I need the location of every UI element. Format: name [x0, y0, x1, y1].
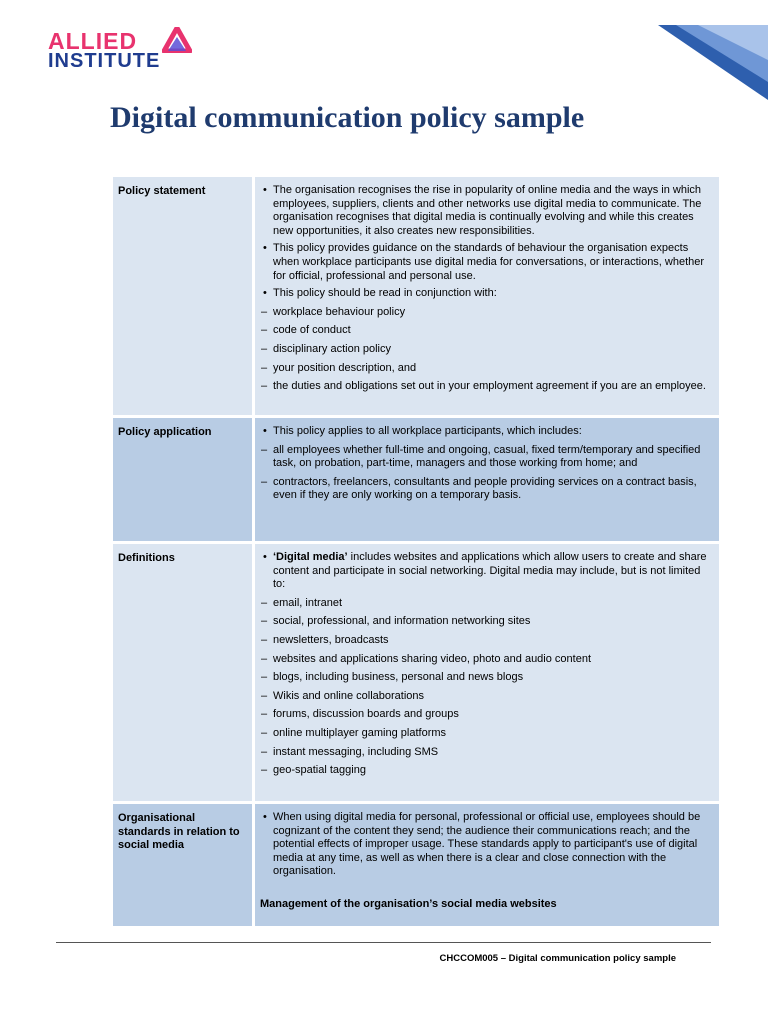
dash-item: – newsletters, broadcasts: [261, 634, 711, 648]
table-row: [113, 544, 719, 804]
dash-item: – email, intranet: [261, 597, 711, 611]
logo-line-2: INSTITUTE: [48, 50, 161, 72]
dash-item: – geo-spatial tagging: [261, 764, 711, 778]
row-content: [255, 177, 719, 418]
table-row: [113, 804, 719, 926]
term-digital-media: ‘Digital media’: [273, 551, 348, 563]
dash-item: – contractors, freelancers, consultants and people providing services on a contract basis, even if they are only working on a temporary basis.: [261, 476, 711, 503]
dash-item: – social, professional, and information networking sites: [261, 615, 711, 629]
row-content: [255, 418, 719, 544]
definition-text: includes websites and applications which allow users to create and share content and participate in social networking. Digital media may include, but is not limited to:: [273, 551, 707, 591]
dash-item: – instant messaging, including SMS: [261, 746, 711, 760]
corner-decoration: [658, 0, 768, 100]
dash-item: – websites and applications sharing video, photo and audio content: [261, 653, 711, 667]
bullet-item: • The organisation recognises the rise in popularity of online media and the ways in which employees, suppliers, clients and other networks use digital media to communicate. The organisation recognises that digital media is continually evolving and while this creates new opportunities, it also creates new responsibilities.: [261, 184, 711, 238]
logo-triangle-icon: [162, 27, 192, 53]
dash-item: – disciplinary action policy: [261, 343, 711, 357]
dash-item: – blogs, including business, personal and news blogs: [261, 671, 711, 685]
dash-item: – the duties and obligations set out in your employment agreement if you are an employee.: [261, 380, 711, 394]
subheading: Management of the organisation’s social media websites: [260, 897, 557, 910]
dash-item: – Wikis and online collaborations: [261, 690, 711, 704]
dash-item: – workplace behaviour policy: [261, 306, 711, 320]
row-content: [255, 804, 719, 926]
bullet-item: • This policy applies to all workplace participants, which includes:: [261, 425, 711, 439]
bullet-item: • This policy should be read in conjunction with:: [261, 287, 711, 301]
allied-institute-logo: [48, 28, 198, 72]
row-content: [255, 544, 719, 804]
dash-item: – all employees whether full-time and ongoing, casual, fixed term/temporary and specified task, on probation, part-time, managers and those working from home; and: [261, 444, 711, 471]
logo-line-1: ALLIED: [48, 28, 138, 54]
dash-item: – forums, discussion boards and groups: [261, 708, 711, 722]
row-label: Definitions: [113, 544, 255, 804]
dash-item: – code of conduct: [261, 324, 711, 338]
row-label: Policy statement: [113, 177, 255, 418]
bullet-item: [261, 551, 711, 592]
bullet-item: • This policy provides guidance on the standards of behaviour the organisation expects when workplace participants use digital media for conversations, or interactions, whether for official, professional and personal use.: [261, 242, 711, 283]
page-title: Digital communication policy sample: [110, 101, 585, 134]
bullet-item: • When using digital media for personal, professional or official use, employees should be cognizant of the content they send; the audience their communications reach; and the potential effects of improper usage. These standards apply to participant's use of digital media at any time, as well as when there is a clear and close connection with the organisation.: [261, 811, 711, 879]
footer-divider: [56, 942, 711, 943]
dash-item: – your position description, and: [261, 362, 711, 376]
footer-text: CHCCOM005 – Digital communication policy sample: [439, 953, 676, 964]
dash-item: – online multiplayer gaming platforms: [261, 727, 711, 741]
row-label: Organisational standards in relation to social media: [113, 804, 255, 926]
policy-table: [113, 177, 719, 926]
table-row: [113, 177, 719, 418]
table-row: [113, 418, 719, 544]
row-label: Policy application: [113, 418, 255, 544]
